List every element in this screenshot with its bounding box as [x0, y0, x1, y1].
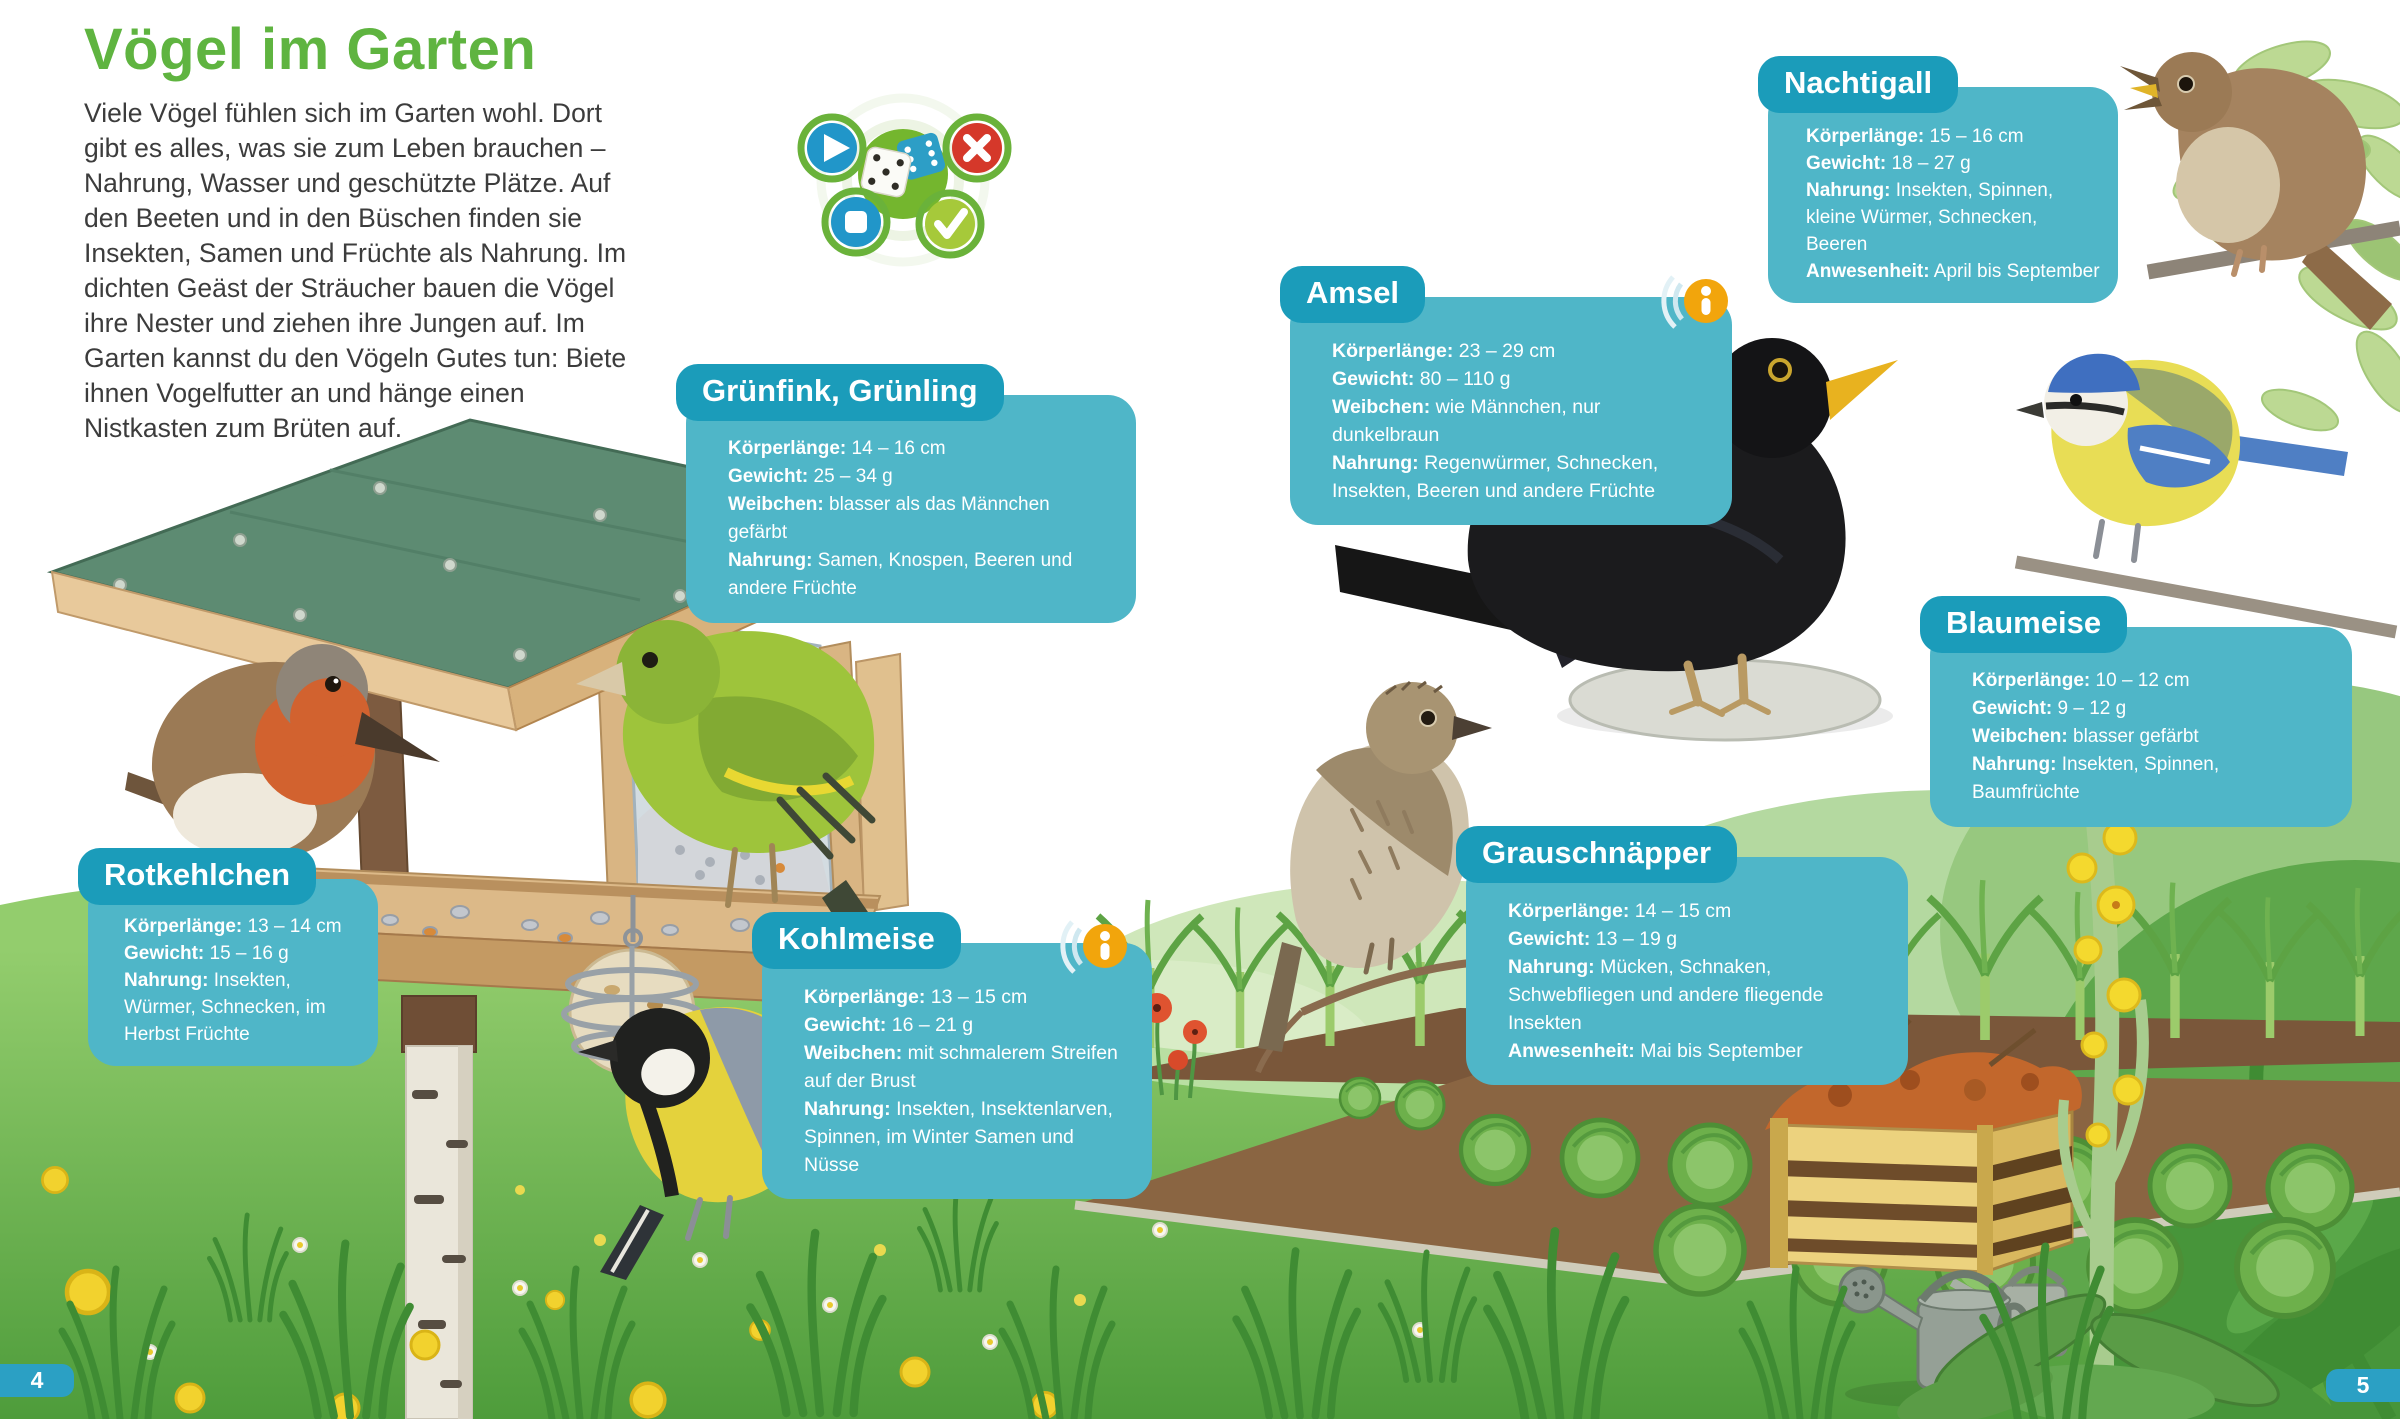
fact-line: Gewicht: 80 – 110 g: [1332, 368, 1511, 390]
page-number-left: 4: [0, 1364, 74, 1397]
fact-line: Weibchen: blasser gefärbt: [1972, 726, 2199, 747]
info-box-greenfinch: [676, 364, 1136, 623]
info-box-blue-tit: [1920, 596, 2352, 827]
fact-line: Körperlänge: 14 – 16 cm: [728, 438, 946, 459]
intro-text: Viele Vögel fühlen sich im Garten wohl. Dort gibt es alles, was sie zum Leben brauchen – Nahrung, Wasser und geschützte Plätze. Auf den Beeten und in den Büschen finden sie Insekten, Samen und Früchte als Nahrung. Im dichten Geäst der Sträucher bauen die Vögel ihre Nester und ziehen ihre Jungen auf. Im Garten kannst du den Vögeln Gutes tun: Biete ihnen Vogelfutter an und hänge einen Nistkasten zum Brüten auf.: [84, 98, 627, 443]
page-title: Vögel im Garten: [84, 17, 537, 82]
fact-line: Gewicht: 9 – 12 g: [1972, 698, 2127, 719]
fact-line: Körperlänge: 23 – 29 cm: [1332, 340, 1556, 362]
fact-line: Körperlänge: 14 – 15 cm: [1508, 900, 1732, 922]
fact-line: Nahrung: Insekten, Spinnen, Baumfrüchte: [1972, 754, 2220, 803]
fact-line: Körperlänge: 13 – 15 cm: [804, 986, 1028, 1008]
fact-line: Anwesenheit: April bis September: [1806, 261, 2100, 282]
fact-line: Gewicht: 13 – 19 g: [1508, 928, 1678, 950]
bird-facts-panel: [88, 879, 378, 1066]
info-box-flycatcher: [1456, 826, 1908, 1085]
fact-line: Körperlänge: 15 – 16 cm: [1806, 126, 2024, 147]
fact-line: Gewicht: 16 – 21 g: [804, 1014, 974, 1036]
fact-line: Nahrung: Insekten, Spinnen, kleine Würmer, Schnecken, Beeren: [1806, 180, 2054, 255]
fact-line: Weibchen: wie Männchen, nur dunkelbraun: [1332, 396, 1601, 446]
fact-line: Gewicht: 25 – 34 g: [728, 466, 893, 487]
info-icon: [1670, 271, 1742, 335]
fact-line: Weibchen: mit schmalerem Streifen auf der Brust: [804, 1042, 1118, 1092]
blue-tit-illustration: [2016, 354, 2396, 632]
fact-line: Nahrung: Insekten, Insektenlarven, Spinnen, im Winter Samen und Nüsse: [804, 1098, 1113, 1176]
info-box-robin: [78, 848, 378, 1066]
fact-line: Nahrung: Samen, Knospen, Beeren und andere Früchte: [728, 550, 1073, 599]
bird-name-pill: Blaumeise: [1920, 596, 2127, 653]
bird-name-pill: Grauschnäpper: [1456, 826, 1737, 883]
bird-name-pill: Nachtigall: [1758, 56, 1958, 113]
bird-facts-panel: [1466, 857, 1908, 1085]
bird-name-pill: Kohlmeise: [752, 912, 961, 969]
bird-facts-panel: [1290, 297, 1732, 525]
bird-facts-panel: [686, 395, 1136, 623]
game-icons-cluster: [794, 104, 1012, 256]
bird-name-pill: Rotkehlchen: [78, 848, 316, 905]
bird-facts-panel: [1930, 627, 2352, 827]
fact-line: Körperlänge: 10 – 12 cm: [1972, 670, 2190, 691]
fact-line: Nahrung: Mücken, Schnaken, Schwebfliegen und andere fliegende Insekten: [1508, 956, 1824, 1034]
info-icon: [1069, 916, 1141, 980]
check-icon: [919, 193, 981, 255]
bird-name-pill: Amsel: [1280, 266, 1425, 323]
fact-line: Nahrung: Insekten, Würmer, Schnecken, im Herbst Früchte: [124, 970, 326, 1045]
stop-icon: [825, 191, 887, 253]
close-icon: [946, 117, 1008, 179]
fact-line: Anwesenheit: Mai bis September: [1508, 1040, 1803, 1062]
fact-line: Weibchen: blasser als das Männchen gefärbt: [728, 494, 1050, 543]
bird-facts-panel: [1768, 87, 2118, 303]
fact-line: Körperlänge: 13 – 14 cm: [124, 916, 342, 937]
fact-line: Gewicht: 18 – 27 g: [1806, 153, 1971, 174]
bird-facts-panel: [762, 943, 1152, 1199]
play-icon: [801, 117, 863, 179]
info-box-nightingale: [1758, 56, 2118, 303]
bird-name-pill: Grünfink, Grünling: [676, 364, 1004, 421]
fact-line: Gewicht: 15 – 16 g: [124, 943, 289, 964]
fact-line: Nahrung: Regenwürmer, Schnecken, Insekten, Beeren und andere Früchte: [1332, 452, 1659, 502]
page-number-right: 5: [2326, 1369, 2400, 1402]
